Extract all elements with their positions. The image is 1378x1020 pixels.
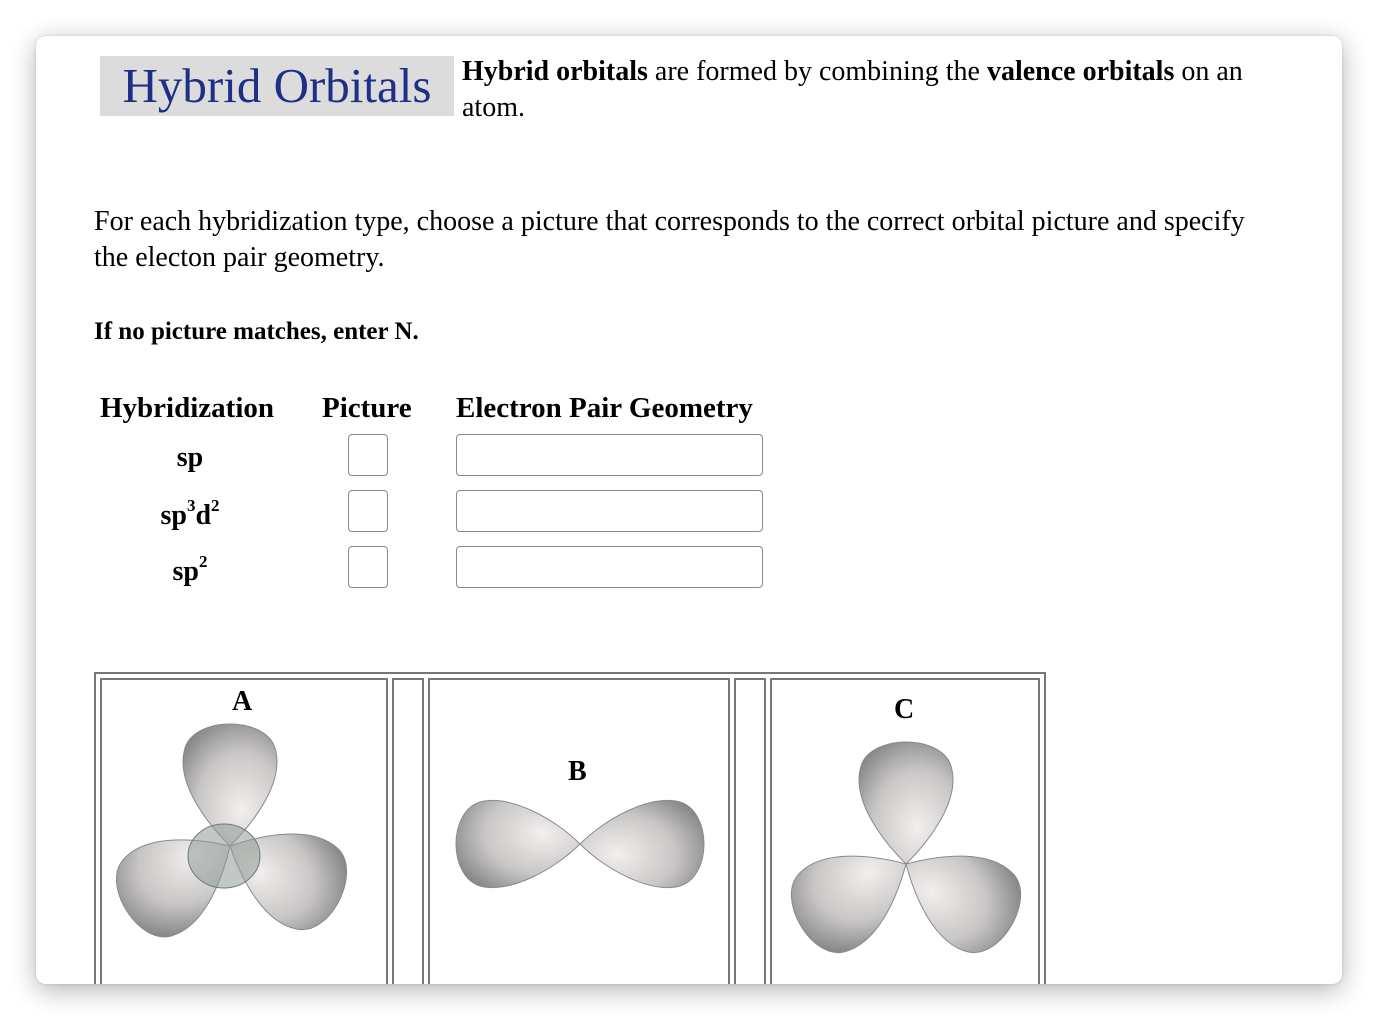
- figure-cell-c: [770, 678, 1040, 984]
- intro-mid: are formed by combining the: [647, 56, 987, 87]
- geometry-input-sp3d2[interactable]: [456, 490, 763, 532]
- figure-spacer: [734, 678, 766, 984]
- hybridization-label-sp: [100, 442, 280, 474]
- trigonal-planar-lobes-icon: [772, 680, 1038, 984]
- hyb-base: sp: [160, 500, 187, 531]
- geometry-input-sp2[interactable]: [456, 546, 763, 588]
- hybridization-label-sp2: [100, 552, 280, 588]
- hyb-sup-1: 3: [186, 496, 196, 515]
- term-valence-orbitals: valence orbitals: [986, 56, 1175, 87]
- intro-end: on an atom.: [462, 56, 1243, 123]
- hyb-base: sp: [172, 556, 199, 587]
- geometry-input-sp[interactable]: [456, 434, 763, 476]
- hybrid-orbitals-logo: Hybrid Orbitals: [100, 56, 454, 116]
- figure-label-b: B: [568, 756, 587, 787]
- content-card: [36, 36, 1342, 984]
- tetrahedral-lobes-icon: [102, 680, 386, 984]
- figure-label-a: A: [232, 686, 253, 717]
- hybridization-label-sp3d2: [100, 496, 280, 532]
- figure-cell-a: [100, 678, 388, 984]
- picture-input-sp2[interactable]: [348, 546, 388, 588]
- instructions: For each hybridization type, choose a picture that corresponds to the correct orbital picture and specify the electon pair geometry.: [94, 206, 1245, 273]
- figure-label-c: C: [894, 694, 915, 725]
- header-geometry: Electron Pair Geometry: [456, 392, 753, 424]
- hyb-base: sp: [176, 442, 204, 473]
- header-hybridization: Hybridization: [100, 392, 275, 424]
- picture-input-sp[interactable]: [348, 434, 388, 476]
- linear-lobes-icon: [430, 680, 728, 984]
- hyb-sup-1: 2: [198, 552, 208, 571]
- hyb-mid: d: [195, 500, 212, 531]
- picture-input-sp3d2[interactable]: [348, 490, 388, 532]
- hyb-sup-2: 2: [211, 496, 220, 515]
- no-match-note: If no picture matches, enter N.: [94, 318, 419, 345]
- header-picture: Picture: [322, 392, 412, 424]
- figure-spacer: [392, 678, 424, 984]
- figure-cell-b: [428, 678, 730, 984]
- intro-text: [462, 54, 1302, 126]
- term-hybrid-orbitals: Hybrid orbitals: [462, 56, 648, 87]
